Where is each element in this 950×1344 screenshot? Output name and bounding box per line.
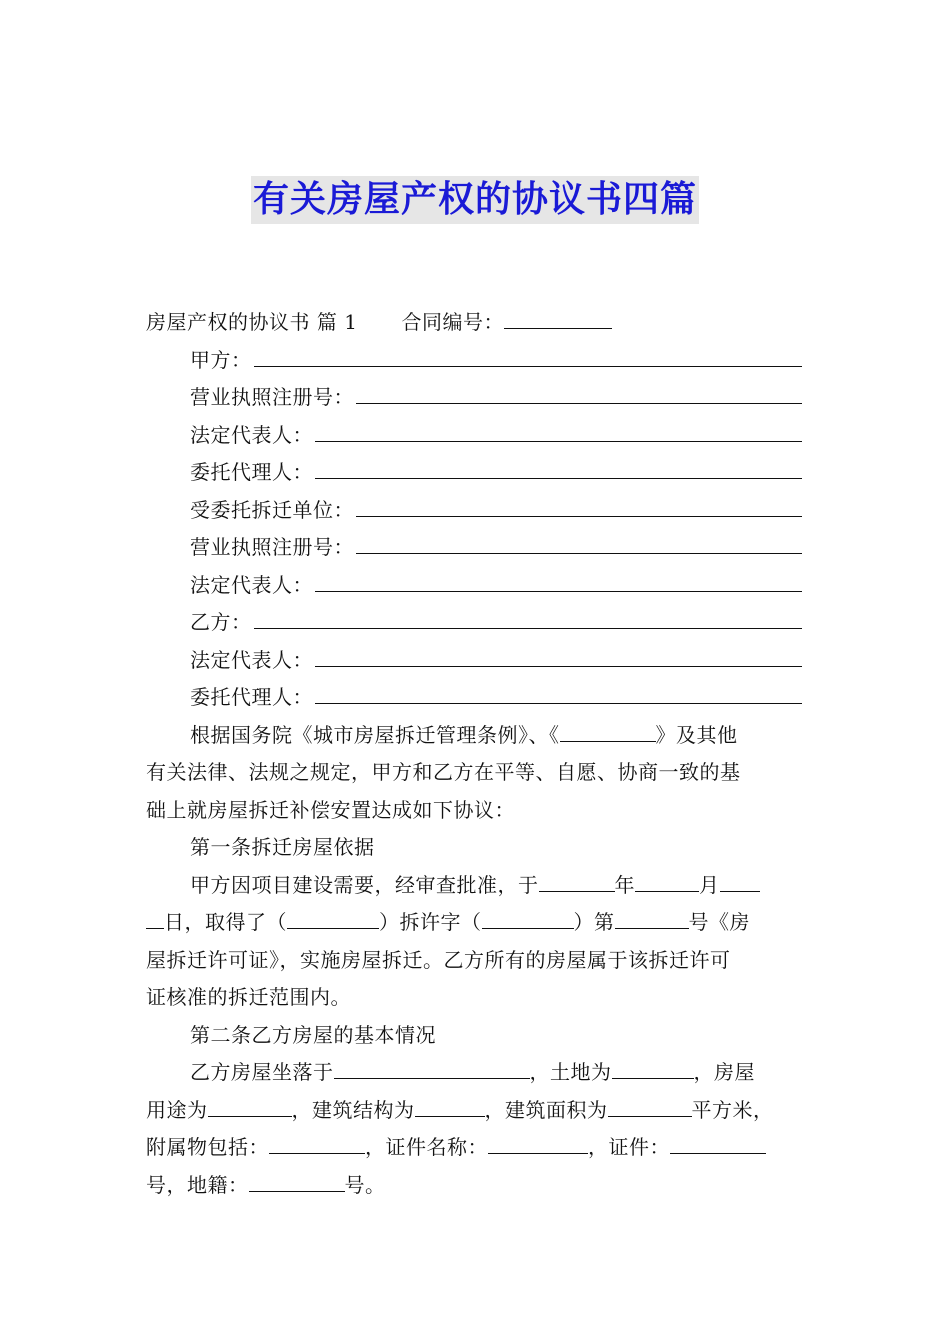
- article-line: [146, 1092, 810, 1130]
- blank: [287, 906, 379, 929]
- text: 日，取得了（: [164, 910, 287, 934]
- blank: [208, 1094, 292, 1117]
- field-label: 委托代理人：: [190, 460, 313, 484]
- field-business-license-1: [146, 379, 802, 417]
- field-label: 法定代表人：: [190, 422, 313, 447]
- article-line: [146, 867, 810, 905]
- blank: [612, 1056, 694, 1079]
- field-agent-1: [146, 454, 802, 492]
- text: 号，地籍：: [146, 1172, 249, 1197]
- contract-number-blank: [504, 306, 612, 329]
- text: 平方米，: [691, 1097, 774, 1122]
- document-title-wrap: [0, 176, 950, 224]
- article-2-heading: 第二条乙方房屋的基本情况: [190, 1022, 436, 1047]
- text: 用途为: [146, 1097, 208, 1122]
- text: 证核准的拆迁范围内。: [146, 985, 351, 1009]
- field-label: 营业执照注册号：: [190, 535, 354, 559]
- article-line: [146, 1129, 810, 1167]
- text: 年: [614, 872, 635, 897]
- blank: [560, 719, 656, 742]
- field-blank: [356, 492, 802, 517]
- blank: [415, 1094, 485, 1117]
- text: 乙方房屋坐落于: [190, 1060, 334, 1084]
- field-label: 受委托拆迁单位：: [190, 497, 354, 522]
- text: ）拆许字（: [379, 910, 482, 934]
- blank: [249, 1169, 345, 1192]
- article-2-paragraph: [146, 1054, 810, 1204]
- field-label: 法定代表人：: [190, 647, 313, 672]
- blank: [635, 869, 699, 892]
- text: ，建筑面积为: [484, 1097, 608, 1122]
- intro-line: [146, 792, 810, 830]
- text: ，证件：: [588, 1135, 670, 1159]
- field-label: 甲方：: [190, 347, 252, 372]
- text: 号《房: [688, 910, 750, 934]
- field-agent-2: [146, 679, 802, 717]
- text: 根据国务院《城市房屋拆迁管理条例》、《: [190, 722, 560, 747]
- field-blank: [356, 529, 802, 554]
- field-blank: [254, 604, 803, 629]
- text: 附属物包括：: [146, 1135, 269, 1159]
- blank: [334, 1056, 530, 1079]
- contract-number-label: 合同编号：: [401, 310, 504, 334]
- field-label: 法定代表人：: [190, 572, 313, 597]
- field-blank: [315, 417, 802, 442]
- text: 有关法律、法规之规定，甲方和乙方在平等、自愿、协商一致的基: [146, 760, 741, 784]
- blank: [269, 1131, 365, 1154]
- text: ）第: [573, 910, 615, 934]
- text: ，土地为: [529, 1060, 612, 1084]
- field-blank: [315, 642, 802, 667]
- field-legal-rep-3: [146, 642, 802, 680]
- intro-line: [146, 717, 810, 755]
- intro-line: [146, 754, 810, 792]
- field-party-b: [146, 604, 802, 642]
- blank: [608, 1094, 692, 1117]
- blank: [488, 1131, 588, 1154]
- blank: [539, 869, 615, 892]
- field-label: 营业执照注册号：: [190, 385, 354, 409]
- article-1-heading: 第一条拆迁房屋依据: [190, 835, 375, 859]
- agreement-heading: [146, 304, 810, 342]
- text: ，房屋: [693, 1060, 755, 1084]
- text: 础上就房屋拆迁补偿安置达成如下协议：: [146, 797, 515, 822]
- text: 》及其他: [655, 722, 738, 747]
- field-legal-rep-1: [146, 417, 802, 455]
- blank: [482, 906, 574, 929]
- article-1-paragraph: [146, 867, 810, 1017]
- text: 号。: [344, 1172, 386, 1197]
- field-business-license-2: [146, 529, 802, 567]
- article-line: [146, 942, 810, 980]
- field-party-a: [146, 342, 802, 380]
- article-line: [146, 1054, 810, 1092]
- field-blank: [315, 454, 802, 479]
- blank: [146, 906, 164, 929]
- blank: [720, 869, 760, 892]
- article-line: [146, 904, 810, 942]
- text: 月: [699, 872, 720, 897]
- text: 甲方因项目建设需要，经审查批准，于: [190, 872, 539, 897]
- field-blank: [254, 342, 803, 367]
- article-line: [146, 979, 810, 1017]
- field-label: 委托代理人：: [190, 685, 313, 709]
- agreement-heading-text: 房屋产权的协议书 篇 1: [146, 310, 358, 334]
- field-blank: [315, 567, 802, 592]
- blank: [615, 906, 689, 929]
- article-line: [146, 1167, 810, 1205]
- field-legal-rep-2: [146, 567, 802, 605]
- field-label: 乙方：: [190, 610, 252, 634]
- document-body: [146, 304, 810, 1204]
- intro-paragraph: [146, 717, 810, 830]
- text: ，建筑结构为: [291, 1097, 415, 1122]
- field-blank: [315, 679, 802, 704]
- field-entrusted-unit: [146, 492, 802, 530]
- text: 屋拆迁许可证》，实施房屋拆迁。乙方所有的房屋属于该拆迁许可: [146, 947, 731, 972]
- field-blank: [356, 379, 802, 404]
- text: ，证件名称：: [365, 1135, 488, 1159]
- document-title: 有关房屋产权的协议书四篇: [251, 176, 699, 224]
- blank: [670, 1131, 766, 1154]
